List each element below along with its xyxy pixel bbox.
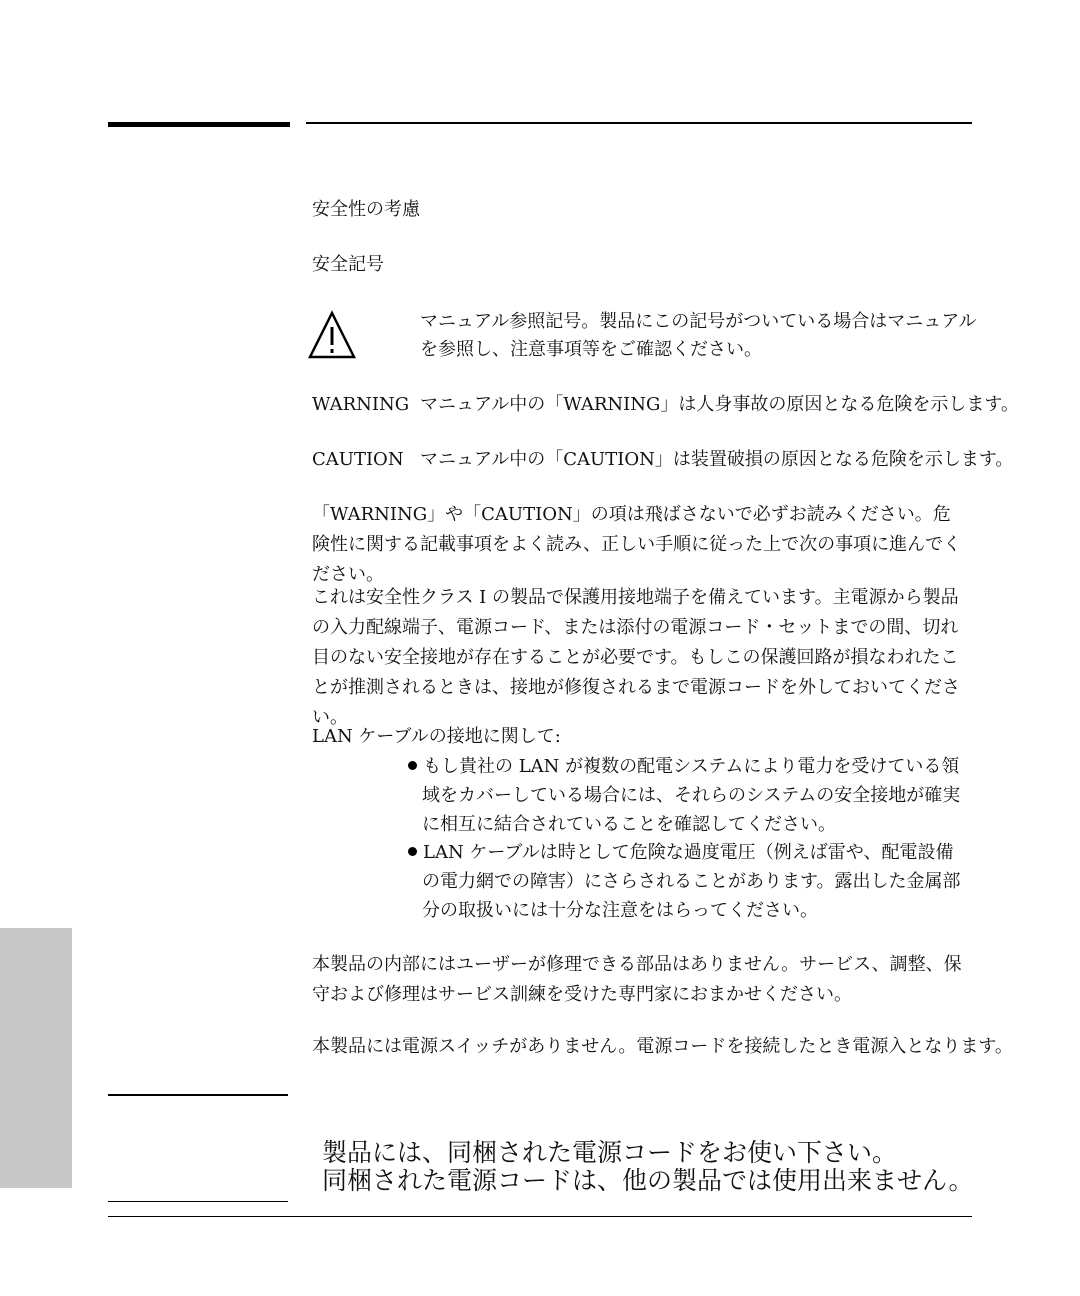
manual-symbol-line1: マニュアル参照記号。製品にこの記号がついている場合はマニュアル bbox=[420, 311, 977, 332]
safety-symbols-heading: 安全記号 bbox=[312, 254, 384, 275]
class1-paragraph: これは安全性クラス I の製品で保護用接地端子を備えています。主電源から製品の入力配線端子、電源コード、または添付の電源コード・セットまでの間、切れ目のない安全接地が存在することが必要です。もしこの保護回路が損なわれたことが推測されるときは、接地が修復されるまで電源コードを外しておいてください。 bbox=[312, 587, 960, 728]
notice-paragraph: 「WARNING」や「CAUTION」の項は飛ばさないで必ずお読みください。危険性に関する記載事項をよく読み、正しい手順に従った上で次の事項に進んでください。 bbox=[312, 504, 962, 585]
warning-label: WARNING bbox=[312, 394, 410, 415]
manual-symbol-line2: を参照し、注意事項等をご確認ください。 bbox=[420, 339, 762, 360]
cord-notice-line2: 同梱された電源コードは、他の製品では使用出来ません。 bbox=[322, 1166, 974, 1195]
lan-bullet-1 bbox=[408, 752, 968, 839]
notice-rule-bottom bbox=[108, 1201, 288, 1202]
bottom-rule bbox=[108, 1216, 972, 1217]
warning-text: マニュアル中の「WARNING」は人身事故の原因となる危険を示します。 bbox=[420, 394, 1019, 415]
caution-label: CAUTION bbox=[312, 449, 404, 470]
side-tab bbox=[0, 928, 72, 1188]
notice-rule-top bbox=[108, 1094, 288, 1096]
cord-notice-line1: 製品には、同梱された電源コードをお使い下さい。 bbox=[322, 1138, 898, 1167]
lan-bullet-2 bbox=[408, 838, 968, 925]
page-heading: 安全性の考慮 bbox=[312, 199, 420, 220]
warning-triangle-icon bbox=[308, 310, 356, 360]
caution-text: マニュアル中の「CAUTION」は装置破損の原因となる危険を示します。 bbox=[420, 449, 1014, 470]
service-paragraph: 本製品の内部にはユーザーが修理できる部品はありません。サービス、調整、保守および修理はサービス訓練を受けた専門家におまかせください。 bbox=[312, 954, 962, 1005]
lan-bullet-2-text: LAN ケーブルは時として危険な過度電圧（例えば雷や、配電設備の電力網での障害）にさらされることがあります。露出した金属部分の取扱いには十分な注意をはらってください。 bbox=[422, 842, 961, 921]
lan-bullet-1-text: もし貴社の LAN が複数の配電システムにより電力を受けている領域をカバーしている場合には、それらのシステムの安全接地が確実に相互に結合されていることを確認してください。 bbox=[422, 756, 961, 835]
bullet-icon bbox=[408, 761, 417, 770]
lan-heading: LAN ケーブルの接地に関して: bbox=[312, 726, 561, 747]
bullet-icon bbox=[408, 847, 417, 856]
power-paragraph: 本製品には電源スイッチがありません。電源コードを接続したとき電源入となります。 bbox=[312, 1036, 1013, 1057]
top-rule-right bbox=[306, 122, 972, 124]
top-rule-left bbox=[108, 122, 290, 127]
